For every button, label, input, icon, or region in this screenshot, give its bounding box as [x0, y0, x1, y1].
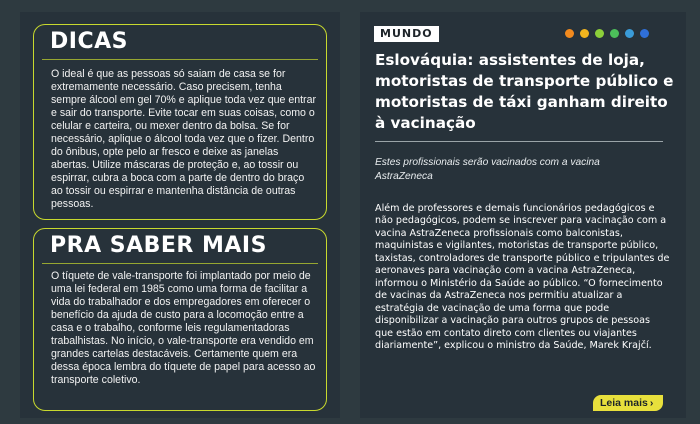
- color-dot: [595, 29, 604, 38]
- chevron-right-icon: ›: [649, 397, 654, 409]
- color-dot: [580, 29, 589, 38]
- color-dot: [565, 29, 574, 38]
- article-body: Além de professores e demais funcionários pedagógicos e não pedagógicos, podem se inscrever para vacinação com a vacina AstraZeneca profissionais como balconistas, maquinistas e vigilantes, motoristas de transporte público, taxistas, controladores de transporte público e tripulantes de aeronaves para vacinação com a vacina AstraZeneca, informou o Ministério da Saúde ao público. “O fornecimento de vacinas da AstraZeneca nos permitiu atualizar a estratégia de vacinação de uma forma que pode disponibilizar a vacinação para outros grupos de pessoas que estão em contato direto com clientes ou viajantes diariamente”, explicou o ministro da Saúde, Marek Krajčí.: [375, 203, 670, 351]
- color-dot: [610, 29, 619, 38]
- tips-text: O ideal é que as pessoas só saiam de casa se for extremamente necessário. Caso precisem, tenha sempre álcool em gel 70% e aplique toda vez que entrar e sair do transporte. Evite tocar em suas coisas, como o celular e carteira, ou mexer dentro da bolsa. Se for necessário, aplique o álcool toda vez que o fizer. Dentro do ônibus, opte pelo ar fresco e deixe as janelas abertas. Utilize máscaras de proteção e, ao tossir ou espirrar, cubra a boca com a parte de dentro do braço ao tossir ou espirrar e mantenha distância de outras pessoas.: [51, 68, 317, 210]
- info-title: PRA SABER MAIS: [50, 233, 267, 258]
- info-divider: [42, 263, 318, 264]
- tips-title: DICAS: [50, 29, 128, 54]
- tips-box: [33, 24, 327, 220]
- article-headline: Eslováquia: assistentes de loja, motoristas de transporte público e motoristas de táxi ganham direito à vacinação: [375, 51, 674, 132]
- info-text: O tíquete de vale-transporte foi implantado por meio de uma lei federal em 1985 como uma forma de facilitar a vida do trabalhador e dos empregadores em oferecer o benefício da ajuda de custo para a locomoção entre a casa e o trabalho, conforme leis regulamentadoras trabalhistas. No início, o vale-transporte era vendido em grandes cartelas destacáveis. Certamente quem era dessa época lembra do tíquete de papel para acesso ao transporte coletivo.: [51, 270, 316, 386]
- article-subtitle: Estes profissionais serão vacinados com a vacina AstraZeneca: [375, 157, 600, 182]
- section-tag: MUNDO: [374, 26, 439, 42]
- color-dot: [640, 29, 649, 38]
- info-box: [33, 228, 327, 411]
- headline-divider: [375, 141, 663, 142]
- read-more-label: Leia mais: [600, 397, 648, 409]
- tips-divider: [42, 59, 318, 60]
- color-dots: [565, 29, 649, 38]
- read-more-button[interactable]: [593, 395, 663, 411]
- color-dot: [625, 29, 634, 38]
